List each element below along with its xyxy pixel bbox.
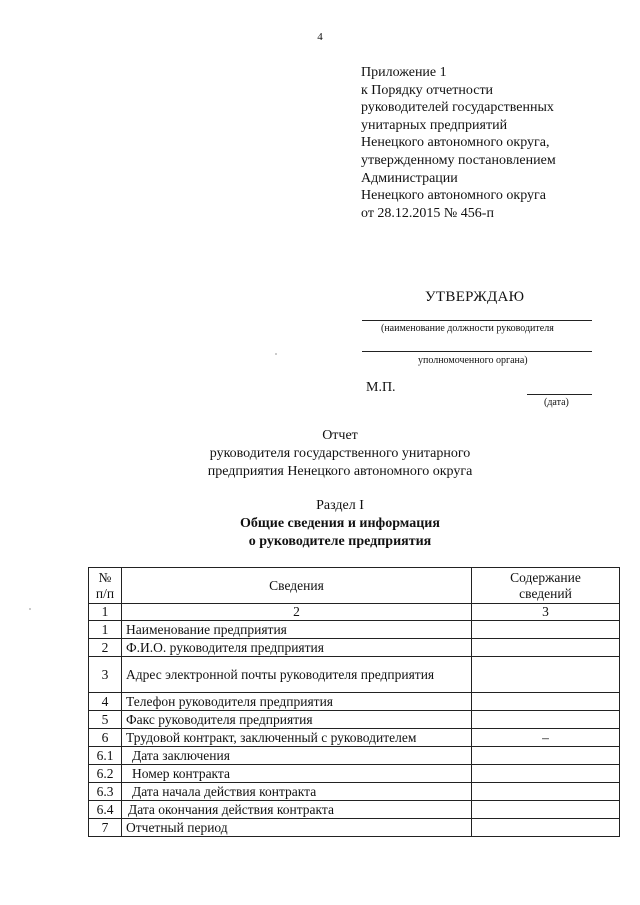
row-num: 2 — [89, 639, 122, 657]
row-num: 6.1 — [89, 747, 122, 765]
column-number-cell: 3 — [472, 604, 620, 621]
table-header-row — [89, 568, 620, 604]
scan-speck — [29, 608, 31, 610]
row-num: 1 — [89, 621, 122, 639]
row-value — [472, 819, 620, 837]
column-number-row — [89, 604, 620, 621]
row-label: Трудовой контракт, заключенный с руководителем — [122, 729, 472, 747]
row-value — [472, 783, 620, 801]
header-content-cell — [472, 568, 620, 604]
position-signature-line — [362, 320, 592, 321]
column-number-cell: 2 — [122, 604, 472, 621]
appendix-line: Ненецкого автономного округа, — [361, 135, 550, 151]
position-caption: (наименование должности руководителя — [381, 323, 554, 334]
organ-signature-line — [362, 351, 592, 352]
row-value — [472, 693, 620, 711]
row-label: Номер контракта — [122, 765, 472, 783]
row-num: 6.2 — [89, 765, 122, 783]
row-label: Дата окончания действия контракта — [122, 801, 472, 819]
row-value — [472, 711, 620, 729]
row-label: Дата заключения — [122, 747, 472, 765]
row-value — [472, 621, 620, 639]
report-title — [150, 427, 530, 481]
row-num: 3 — [89, 657, 122, 693]
scan-speck — [275, 353, 277, 355]
table-row — [89, 765, 620, 783]
row-label: Дата начала действия контракта — [122, 783, 472, 801]
row-label: Ф.И.О. руководителя предприятия — [122, 639, 472, 657]
row-value — [472, 747, 620, 765]
header-info-cell: Сведения — [122, 568, 472, 604]
date-signature-line — [527, 394, 592, 395]
appendix-block — [361, 64, 556, 222]
table-row — [89, 621, 620, 639]
appendix-line: руководителей государственных — [361, 100, 554, 116]
header-content-text: сведений — [519, 585, 572, 601]
row-label: Наименование предприятия — [122, 621, 472, 639]
row-label: Отчетный период — [122, 819, 472, 837]
info-table — [88, 567, 620, 837]
section-label: Раздел I — [316, 498, 364, 513]
table-row — [89, 801, 620, 819]
section-heading — [150, 497, 530, 551]
organ-caption: уполномоченного органа) — [418, 355, 528, 366]
table-row — [89, 657, 620, 693]
row-num: 6 — [89, 729, 122, 747]
row-num: 6.3 — [89, 783, 122, 801]
table-row — [89, 711, 620, 729]
header-num-cell — [89, 568, 122, 604]
row-value — [472, 639, 620, 657]
report-title-line: руководителя государственного унитарного — [209, 446, 471, 461]
row-value — [472, 657, 620, 693]
row-label: Адрес электронной почты руководителя предприятия — [122, 657, 472, 693]
table-row — [89, 693, 620, 711]
row-num: 7 — [89, 819, 122, 837]
row-num: 6.4 — [89, 801, 122, 819]
row-value — [472, 765, 620, 783]
approval-title: УТВЕРЖДАЮ — [425, 289, 525, 305]
page-number: 4 — [317, 31, 323, 43]
section-title-line: о руководителе предприятия — [248, 534, 432, 549]
row-label: Телефон руководителя предприятия — [122, 693, 472, 711]
header-num-text: № — [98, 569, 112, 585]
row-value: – — [472, 729, 620, 747]
appendix-line: утвержденному постановлением — [361, 152, 556, 168]
column-number-cell: 1 — [89, 604, 122, 621]
row-num: 5 — [89, 711, 122, 729]
appendix-line: Приложение 1 — [361, 65, 447, 80]
report-title-line: предприятия Ненецкого автономного округа — [207, 464, 473, 479]
table-row — [89, 819, 620, 837]
row-label: Факс руководителя предприятия — [122, 711, 472, 729]
stamp-label: М.П. — [366, 380, 396, 395]
section-title-line: Общие сведения и информация — [240, 516, 440, 531]
header-num-text: п/п — [95, 585, 115, 601]
appendix-line: унитарных предприятий — [361, 117, 508, 133]
appendix-line: к Порядку отчетности — [361, 82, 494, 98]
table-row — [89, 729, 620, 747]
row-value — [472, 801, 620, 819]
appendix-line: Администрации — [361, 170, 458, 186]
date-caption: (дата) — [544, 397, 569, 408]
table-row — [89, 783, 620, 801]
appendix-line: от 28.12.2015 № 456-п — [361, 205, 494, 221]
appendix-line: Ненецкого автономного округа — [361, 188, 546, 204]
header-content-text: Содержание — [510, 569, 581, 585]
table-row — [89, 747, 620, 765]
report-title-line: Отчет — [322, 428, 358, 443]
row-num: 4 — [89, 693, 122, 711]
table-row — [89, 639, 620, 657]
